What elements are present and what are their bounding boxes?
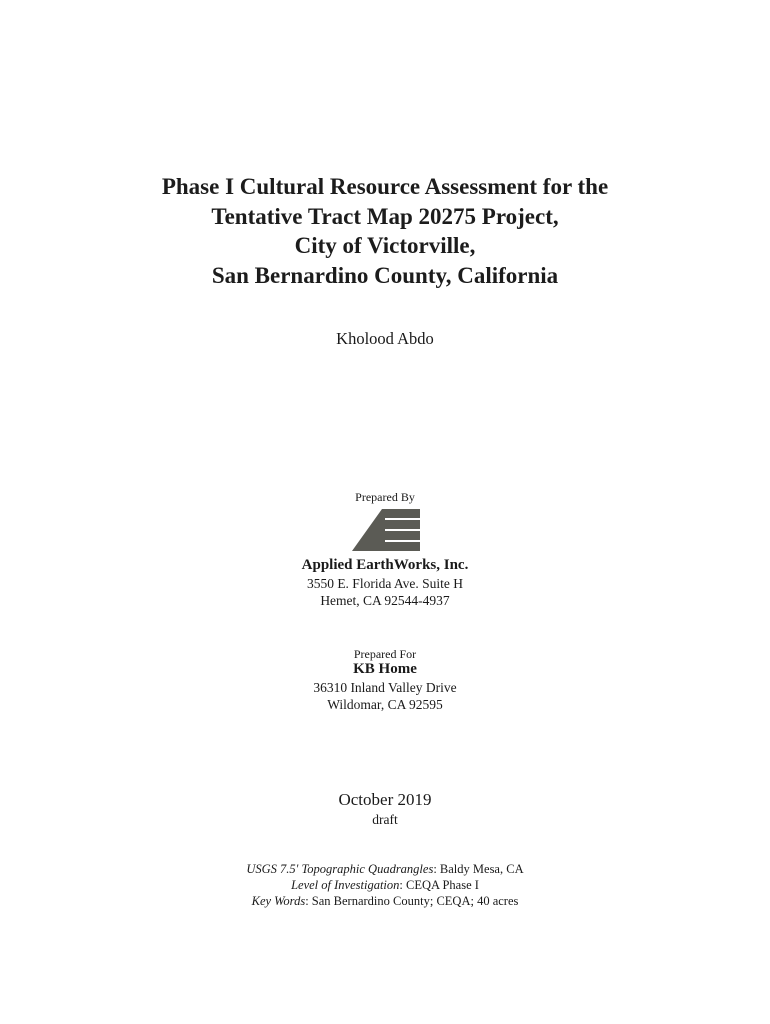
- metadata-key-words-label: Key Words: [251, 894, 306, 908]
- author-name: Kholood Abdo: [336, 329, 434, 348]
- client-address-line-2: Wildomar, CA 92595: [327, 697, 443, 712]
- metadata-quadrangles-value: : Baldy Mesa, CA: [433, 862, 524, 876]
- prepared-for-label: Prepared For: [353, 647, 417, 661]
- report-title: [0, 172, 770, 290]
- client-name: KB Home: [353, 661, 417, 677]
- client-address-line-1: 36310 Inland Valley Drive: [313, 680, 457, 695]
- preparer-address-line-2: Hemet, CA 92544-4937: [320, 593, 450, 608]
- metadata-key-words-value: : San Bernardino County; CEQA; 40 acres: [305, 894, 519, 908]
- prepared-by-label: Prepared By: [355, 490, 415, 504]
- title-line-1: Phase I Cultural Resource Assessment for the: [161, 174, 609, 199]
- metadata-level-of-investigation: [0, 877, 770, 893]
- preparer-name: Applied EarthWorks, Inc.: [301, 557, 469, 573]
- metadata-level-value: : CEQA Phase I: [399, 878, 479, 892]
- metadata-key-words: [0, 893, 770, 909]
- applied-earthworks-logo-icon: [352, 509, 420, 551]
- report-status: draft: [372, 812, 398, 827]
- preparer-address-line-1: 3550 E. Florida Ave. Suite H: [306, 576, 464, 591]
- title-line-2: Tentative Tract Map 20275 Project,: [211, 203, 559, 229]
- report-date: October 2019: [338, 790, 432, 809]
- metadata-quadrangles: [0, 861, 770, 877]
- metadata-quadrangles-label: USGS 7.5' Topographic Quadrangles: [246, 862, 434, 876]
- title-line-4: San Bernardino County, California: [211, 262, 559, 288]
- title-line-3: City of Victorville,: [294, 233, 476, 258]
- metadata-level-label: Level of Investigation: [291, 878, 400, 892]
